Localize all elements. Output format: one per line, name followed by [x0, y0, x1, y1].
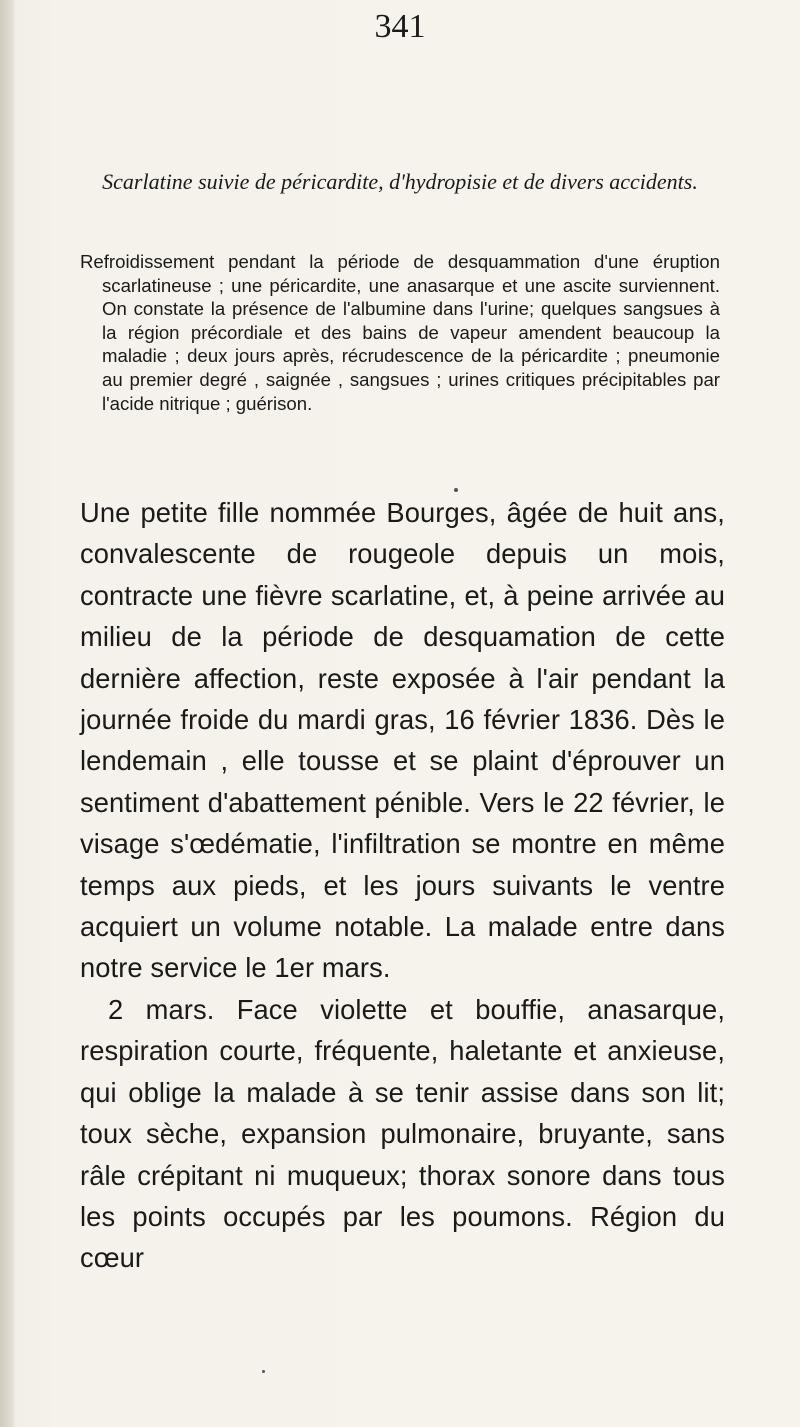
gutter-shadow: [0, 0, 14, 1427]
page-number: 341: [374, 8, 426, 45]
paragraph-1: Une petite fille nommée Bourges, âgée de huit ans, convalescente de rougeole depuis un mois, contracte une fièvre scarlatine, et, à peine arrivée au milieu de la période de desquamation de cette dernière affection, reste exposée à l'air pendant la journée froide du mardi gras, 16 février 1836. Dès le lendemain , elle tousse et se plaint d'éprouver un sentiment d'abattement pénible. Vers le 22 février, le visage s'œdématie, l'infiltration se montre en même temps aux pieds, et les jours suivants le ventre acquiert un volume notable. La malade entre dans notre service le 1er mars.: [80, 497, 725, 984]
section-summary: [80, 250, 720, 415]
summary-text: Refroidissement pendant la période de desquammation d'une éruption scarlatineuse ; une péricardite, une anasarque et une ascite surviennent. On constate la présence de l'albumine dans l'urine; quelques sangsues à la région précordiale et des bains de vapeur amendent beaucoup la maladie ; deux jours après, récrudescence de la péricardite ; pneumonie au premier degré , saignée , sangsues ; urines critiques précipitables par l'acide nitrique ; guérison.: [80, 251, 720, 414]
body-text: [80, 492, 725, 1279]
section-title: Scarlatine suivie de péricardite, d'hydropisie et de divers accidents.: [102, 169, 698, 194]
print-speck-2: [262, 1370, 265, 1373]
paragraph-2: 2 mars. Face violette et bouffie, anasarque, respiration courte, fréquente, haletante et anxieuse, qui oblige la malade à se tenir assise dans son lit; toux sèche, expansion pulmonaire, bruyante, sans râle crépitant ni muqueux; thorax sonore dans tous les points occupés par les poumons. Région du cœur: [80, 993, 725, 1274]
